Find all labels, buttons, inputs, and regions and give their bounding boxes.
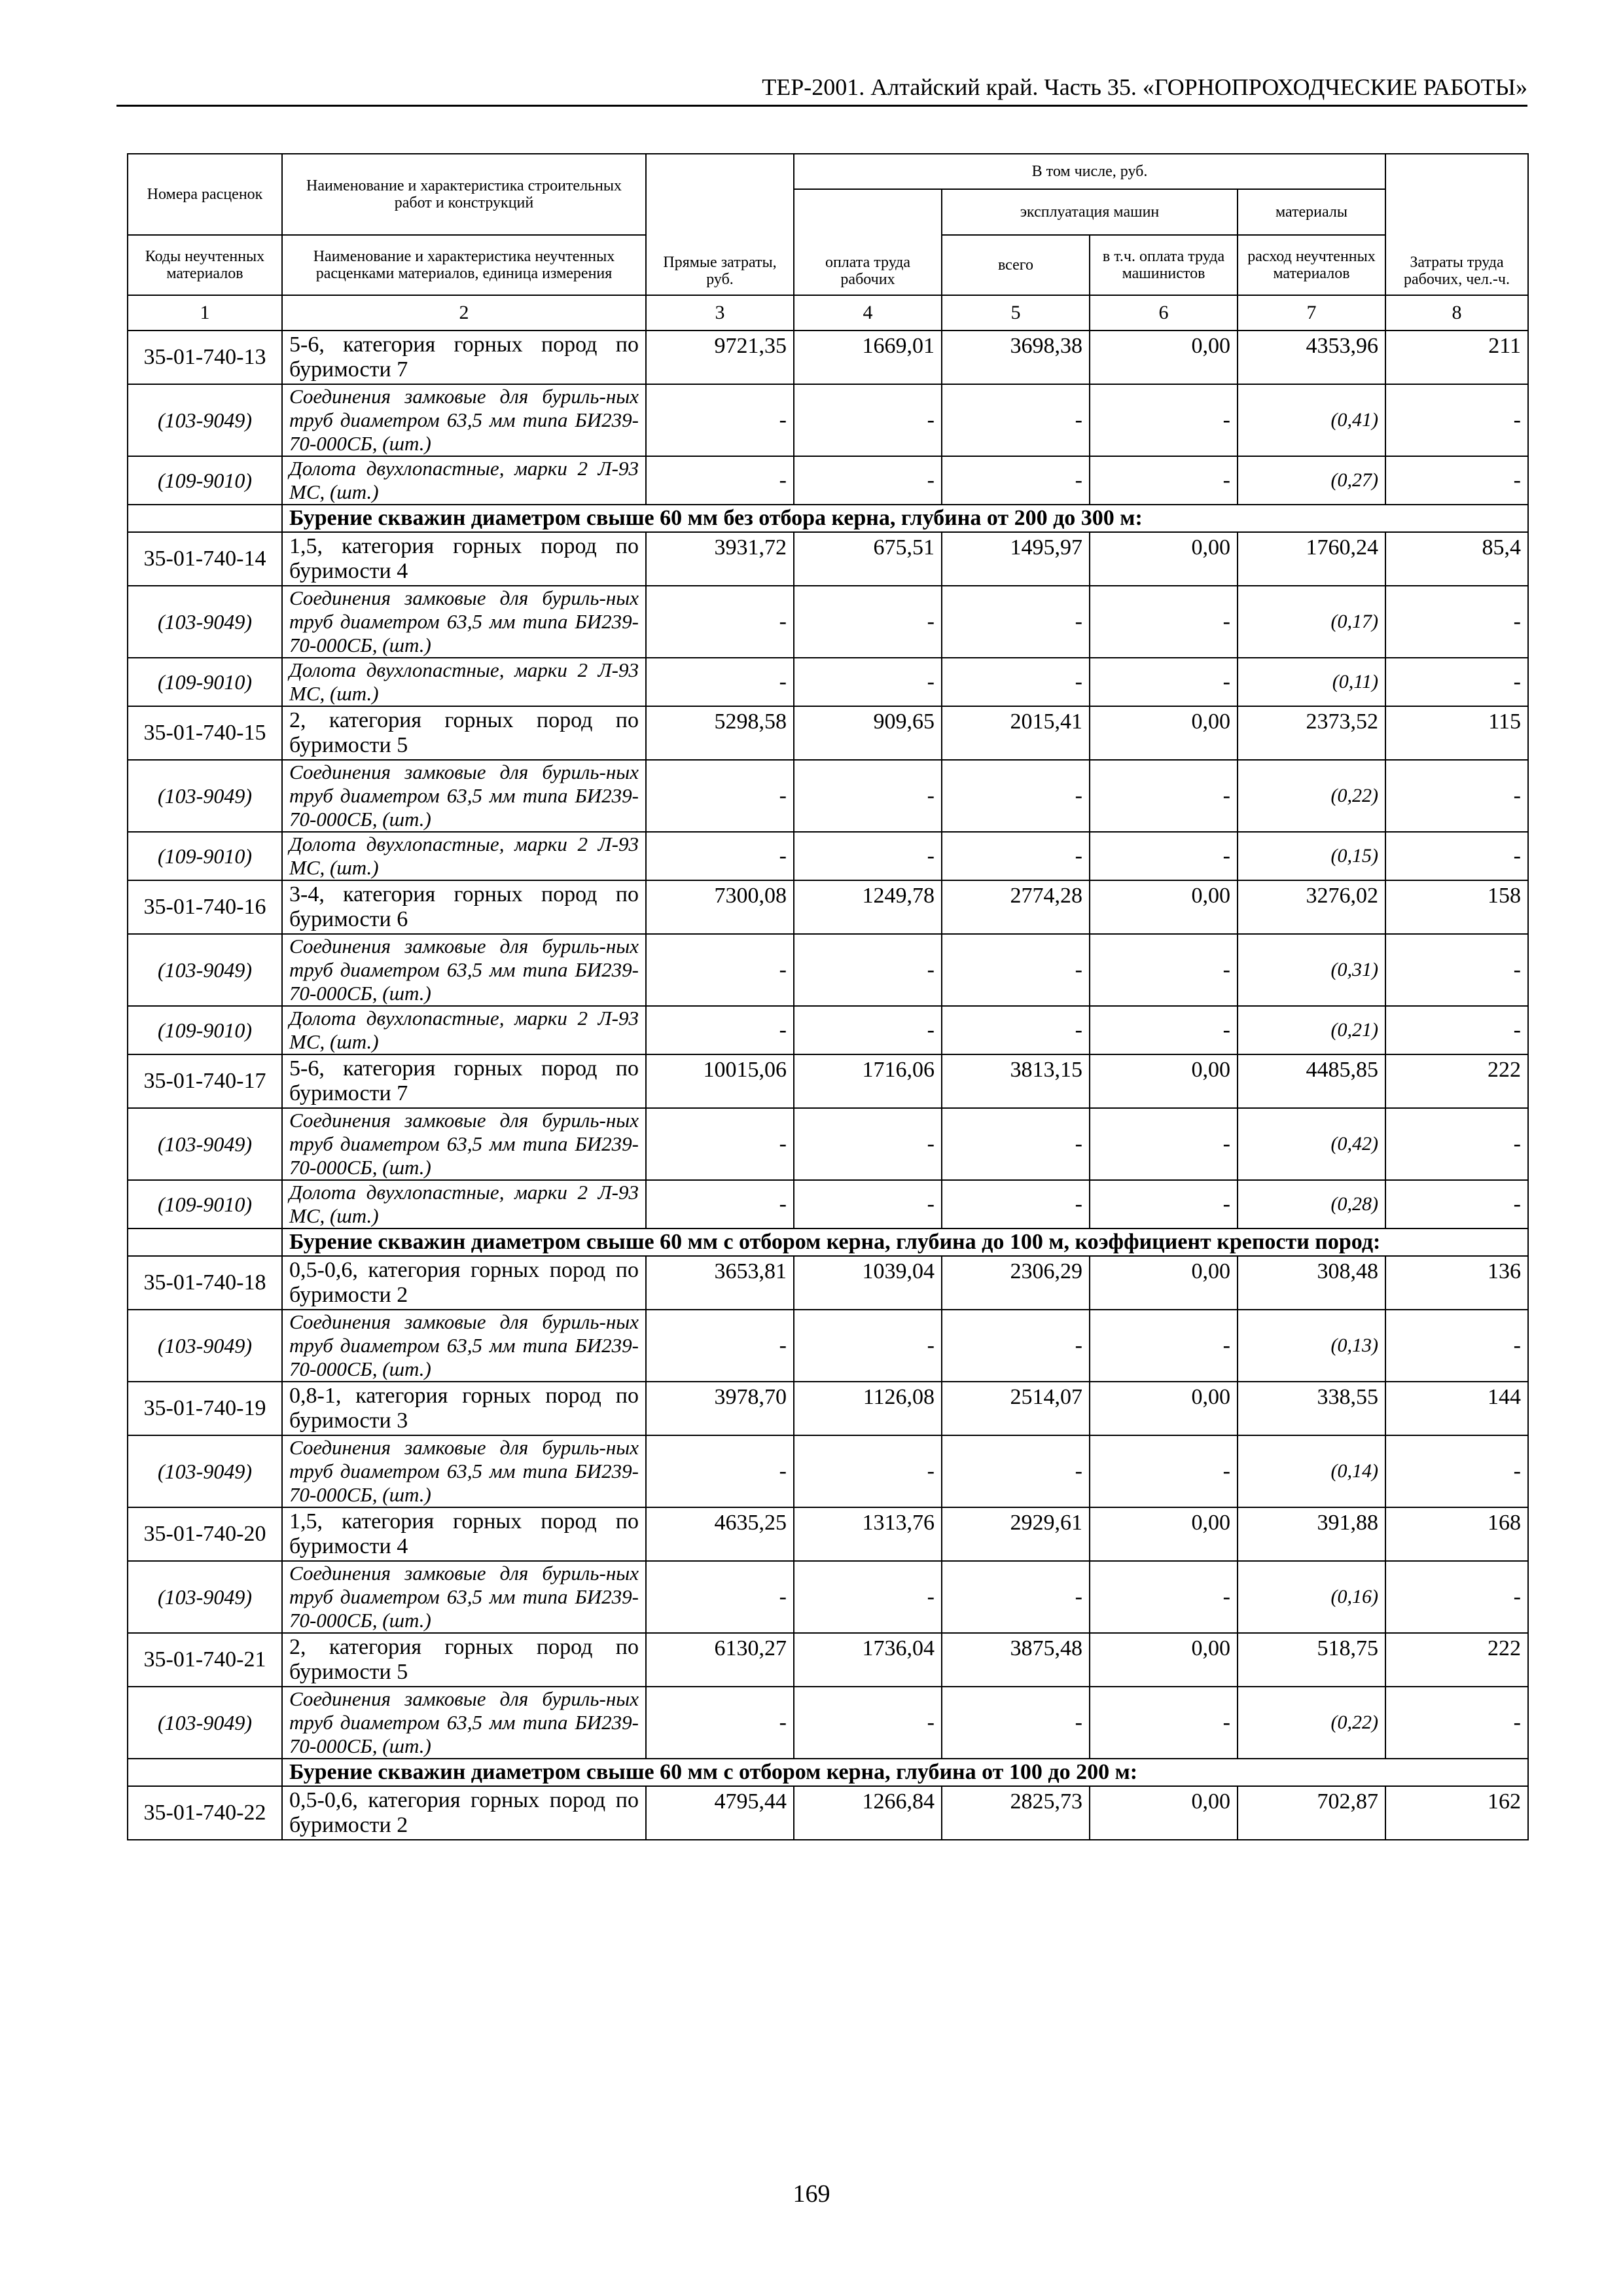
head-direct-costs: Прямые затраты, руб. — [646, 154, 794, 295]
value-machinist-wages: 0,00 — [1090, 1054, 1238, 1108]
value-machinist-wages: 0,00 — [1090, 880, 1238, 934]
rate-row — [128, 532, 1528, 586]
work-name: 5-6, категория горных пород по буримости 7 — [282, 331, 646, 384]
section-empty-cell — [128, 1759, 282, 1786]
material-row — [128, 1435, 1528, 1507]
material-code: (103-9049) — [128, 1310, 282, 1382]
value-direct-costs: - — [646, 760, 794, 832]
value-wages: 675,51 — [794, 532, 942, 586]
value-machines-total: 3813,15 — [942, 1054, 1090, 1108]
value-labor-costs: 222 — [1385, 1633, 1528, 1687]
section-heading-row — [128, 1229, 1528, 1256]
value-wages: - — [794, 1108, 942, 1180]
value-labor-costs: 158 — [1385, 880, 1528, 934]
material-name: Соединения замковые для буриль-ных труб диаметром 63,5 мм типа БИ239-70-000СБ, (шт.) — [282, 760, 646, 832]
value-direct-costs: - — [646, 1006, 794, 1054]
value-materials: (0,22) — [1238, 1687, 1385, 1759]
value-direct-costs: - — [646, 1108, 794, 1180]
rate-code: 35-01-740-19 — [128, 1382, 282, 1435]
value-machinist-wages: 0,00 — [1090, 1786, 1238, 1840]
rate-code: 35-01-740-17 — [128, 1054, 282, 1108]
value-labor-costs: 162 — [1385, 1786, 1528, 1840]
value-wages: 1716,06 — [794, 1054, 942, 1108]
value-wages: - — [794, 760, 942, 832]
head-machines-total: всего — [942, 235, 1090, 295]
value-labor-costs: - — [1385, 1006, 1528, 1054]
material-name: Соединения замковые для буриль-ных труб диаметром 63,5 мм типа БИ239-70-000СБ, (шт.) — [282, 1310, 646, 1382]
material-row — [128, 1310, 1528, 1382]
material-code: (109-9010) — [128, 658, 282, 706]
head-material-consumption: расход неучтенных материалов — [1238, 235, 1385, 295]
value-machines-total: 2306,29 — [942, 1256, 1090, 1310]
value-machines-total: - — [942, 760, 1090, 832]
value-labor-costs: - — [1385, 1435, 1528, 1507]
value-wages: - — [794, 1435, 942, 1507]
material-name: Соединения замковые для буриль-ных труб диаметром 63,5 мм типа БИ239-70-000СБ, (шт.) — [282, 1687, 646, 1759]
value-wages: - — [794, 658, 942, 706]
value-materials: (0,11) — [1238, 658, 1385, 706]
material-row — [128, 832, 1528, 880]
value-materials: (0,28) — [1238, 1180, 1385, 1229]
material-code: (103-9049) — [128, 384, 282, 456]
value-materials: (0,16) — [1238, 1561, 1385, 1633]
value-materials: (0,15) — [1238, 832, 1385, 880]
value-machines-total: - — [942, 832, 1090, 880]
rate-row — [128, 706, 1528, 760]
value-machinist-wages: 0,00 — [1090, 532, 1238, 586]
material-code: (109-9010) — [128, 1180, 282, 1229]
value-machinist-wages: 0,00 — [1090, 1382, 1238, 1435]
material-row — [128, 934, 1528, 1006]
value-wages: - — [794, 384, 942, 456]
column-number: 1 — [128, 295, 282, 331]
rate-row — [128, 331, 1528, 384]
value-wages: 1313,76 — [794, 1507, 942, 1561]
material-row — [128, 384, 1528, 456]
rate-row — [128, 880, 1528, 934]
head-work-name: Наименование и характеристика строительных работ и конструкций — [282, 154, 646, 235]
value-direct-costs: - — [646, 384, 794, 456]
rate-row — [128, 1382, 1528, 1435]
value-wages: 1736,04 — [794, 1633, 942, 1687]
value-wages: 1249,78 — [794, 880, 942, 934]
value-labor-costs: - — [1385, 384, 1528, 456]
material-row — [128, 1561, 1528, 1633]
head-material-codes: Коды неучтенных материалов — [128, 235, 282, 295]
value-direct-costs: 3978,70 — [646, 1382, 794, 1435]
value-machines-total: 2825,73 — [942, 1786, 1090, 1840]
value-machinist-wages: 0,00 — [1090, 1256, 1238, 1310]
material-code: (103-9049) — [128, 1108, 282, 1180]
value-machines-total: - — [942, 586, 1090, 658]
value-materials: 518,75 — [1238, 1633, 1385, 1687]
value-machinist-wages: - — [1090, 1180, 1238, 1229]
material-row — [128, 1108, 1528, 1180]
work-name: 2, категория горных пород по буримости 5 — [282, 706, 646, 760]
column-number: 4 — [794, 295, 942, 331]
value-machines-total: 2774,28 — [942, 880, 1090, 934]
value-wages: - — [794, 1687, 942, 1759]
value-materials: 1760,24 — [1238, 532, 1385, 586]
material-row — [128, 586, 1528, 658]
value-labor-costs: - — [1385, 658, 1528, 706]
value-labor-costs: 85,4 — [1385, 532, 1528, 586]
rate-row — [128, 1507, 1528, 1561]
value-machinist-wages: 0,00 — [1090, 1507, 1238, 1561]
work-name: 3-4, категория горных пород по буримости 6 — [282, 880, 646, 934]
value-materials: 2373,52 — [1238, 706, 1385, 760]
value-labor-costs: - — [1385, 586, 1528, 658]
value-labor-costs: 222 — [1385, 1054, 1528, 1108]
value-machinist-wages: 0,00 — [1090, 1633, 1238, 1687]
value-labor-costs: - — [1385, 1180, 1528, 1229]
material-name: Долота двухлопастные, марки 2 Л-93 МС, (шт.) — [282, 1006, 646, 1054]
value-materials: (0,17) — [1238, 586, 1385, 658]
value-machinist-wages: - — [1090, 1561, 1238, 1633]
material-name: Соединения замковые для буриль-ных труб диаметром 63,5 мм типа БИ239-70-000СБ, (шт.) — [282, 1435, 646, 1507]
value-labor-costs: 168 — [1385, 1507, 1528, 1561]
page-number: 169 — [793, 2180, 830, 2208]
value-materials: 4353,96 — [1238, 331, 1385, 384]
value-machines-total: 2015,41 — [942, 706, 1090, 760]
value-direct-costs: - — [646, 1561, 794, 1633]
rate-code: 35-01-740-13 — [128, 331, 282, 384]
value-labor-costs: 144 — [1385, 1382, 1528, 1435]
material-name: Долота двухлопастные, марки 2 Л-93 МС, (шт.) — [282, 658, 646, 706]
material-code: (109-9010) — [128, 832, 282, 880]
table-head — [128, 154, 1528, 331]
value-labor-costs: - — [1385, 832, 1528, 880]
page-header: ТЕР-2001. Алтайский край. Часть 35. «ГОРНОПРОХОДЧЕСКИЕ РАБОТЫ» — [116, 71, 1527, 107]
value-materials: 338,55 — [1238, 1382, 1385, 1435]
material-code: (103-9049) — [128, 1687, 282, 1759]
rate-code: 35-01-740-15 — [128, 706, 282, 760]
value-machines-total: - — [942, 658, 1090, 706]
section-heading: Бурение скважин диаметром свыше 60 мм без отбора керна, глубина от 200 до 300 м: — [282, 505, 1528, 532]
value-labor-costs: 115 — [1385, 706, 1528, 760]
value-direct-costs: - — [646, 586, 794, 658]
material-row — [128, 658, 1528, 706]
value-wages: - — [794, 1006, 942, 1054]
material-code: (103-9049) — [128, 934, 282, 1006]
material-code: (109-9010) — [128, 456, 282, 505]
value-machinist-wages: - — [1090, 456, 1238, 505]
rate-code: 35-01-740-14 — [128, 532, 282, 586]
rate-code: 35-01-740-18 — [128, 1256, 282, 1310]
value-machinist-wages: 0,00 — [1090, 331, 1238, 384]
value-machines-total: - — [942, 934, 1090, 1006]
value-wages: - — [794, 832, 942, 880]
rate-row — [128, 1054, 1528, 1108]
head-rate-numbers: Номера расценок — [128, 154, 282, 235]
value-direct-costs: - — [646, 1310, 794, 1382]
material-name: Соединения замковые для буриль-ных труб диаметром 63,5 мм типа БИ239-70-000СБ, (шт.) — [282, 1108, 646, 1180]
head-materials: материалы — [1238, 189, 1385, 235]
rates-table — [127, 153, 1529, 1840]
value-machines-total: - — [942, 1310, 1090, 1382]
value-materials: 3276,02 — [1238, 880, 1385, 934]
material-code: (103-9049) — [128, 1435, 282, 1507]
value-machines-total: - — [942, 1006, 1090, 1054]
value-direct-costs: 10015,06 — [646, 1054, 794, 1108]
work-name: 1,5, категория горных пород по буримости 4 — [282, 532, 646, 586]
value-machines-total: - — [942, 1435, 1090, 1507]
value-machines-total: 2929,61 — [942, 1507, 1090, 1561]
material-code: (103-9049) — [128, 1561, 282, 1633]
value-machinist-wages: - — [1090, 1310, 1238, 1382]
material-name: Соединения замковые для буриль-ных труб диаметром 63,5 мм типа БИ239-70-000СБ, (шт.) — [282, 934, 646, 1006]
value-labor-costs: - — [1385, 1687, 1528, 1759]
rate-code: 35-01-740-16 — [128, 880, 282, 934]
material-code: (103-9049) — [128, 586, 282, 658]
rate-code: 35-01-740-22 — [128, 1786, 282, 1840]
value-direct-costs: - — [646, 658, 794, 706]
section-heading: Бурение скважин диаметром свыше 60 мм с отбором керна, глубина от 100 до 200 м: — [282, 1759, 1528, 1786]
value-wages: - — [794, 1310, 942, 1382]
value-materials: 702,87 — [1238, 1786, 1385, 1840]
column-numbers-row — [128, 295, 1528, 331]
value-materials: (0,31) — [1238, 934, 1385, 1006]
value-wages: - — [794, 934, 942, 1006]
value-direct-costs: - — [646, 1435, 794, 1507]
value-direct-costs: 7300,08 — [646, 880, 794, 934]
value-direct-costs: - — [646, 934, 794, 1006]
value-machinist-wages: - — [1090, 384, 1238, 456]
section-empty-cell — [128, 1229, 282, 1256]
material-name: Долота двухлопастные, марки 2 Л-93 МС, (шт.) — [282, 1180, 646, 1229]
material-name: Долота двухлопастные, марки 2 Л-93 МС, (шт.) — [282, 456, 646, 505]
value-direct-costs: 5298,58 — [646, 706, 794, 760]
work-name: 1,5, категория горных пород по буримости 4 — [282, 1507, 646, 1561]
material-row — [128, 1180, 1528, 1229]
value-materials: 4485,85 — [1238, 1054, 1385, 1108]
section-heading: Бурение скважин диаметром свыше 60 мм с отбором керна, глубина до 100 м, коэффициент крепости пород: — [282, 1229, 1528, 1256]
material-row — [128, 456, 1528, 505]
rate-row — [128, 1256, 1528, 1310]
material-row — [128, 760, 1528, 832]
value-direct-costs: - — [646, 456, 794, 505]
value-machinist-wages: - — [1090, 586, 1238, 658]
section-heading-row — [128, 1759, 1528, 1786]
value-direct-costs: 4635,25 — [646, 1507, 794, 1561]
value-machinist-wages: - — [1090, 1435, 1238, 1507]
column-number: 7 — [1238, 295, 1385, 331]
rate-row — [128, 1786, 1528, 1840]
value-labor-costs: - — [1385, 1310, 1528, 1382]
value-machines-total: - — [942, 456, 1090, 505]
value-machinist-wages: - — [1090, 1108, 1238, 1180]
material-row — [128, 1006, 1528, 1054]
value-machinist-wages: - — [1090, 658, 1238, 706]
material-name: Соединения замковые для буриль-ных труб диаметром 63,5 мм типа БИ239-70-000СБ, (шт.) — [282, 586, 646, 658]
column-number: 3 — [646, 295, 794, 331]
value-materials: 308,48 — [1238, 1256, 1385, 1310]
value-direct-costs: 3931,72 — [646, 532, 794, 586]
head-including: В том числе, руб. — [794, 154, 1385, 189]
value-labor-costs: 136 — [1385, 1256, 1528, 1310]
value-labor-costs: - — [1385, 934, 1528, 1006]
value-materials: (0,14) — [1238, 1435, 1385, 1507]
value-machines-total: 3875,48 — [942, 1633, 1090, 1687]
table-body — [128, 331, 1528, 1840]
work-name: 0,5-0,6, категория горных пород по буримости 2 — [282, 1786, 646, 1840]
column-number: 2 — [282, 295, 646, 331]
value-wages: - — [794, 1180, 942, 1229]
value-wages: - — [794, 586, 942, 658]
value-direct-costs: - — [646, 1180, 794, 1229]
value-machinist-wages: - — [1090, 1006, 1238, 1054]
value-machines-total: - — [942, 1561, 1090, 1633]
work-name: 0,8-1, категория горных пород по буримости 3 — [282, 1382, 646, 1435]
material-code: (109-9010) — [128, 1006, 282, 1054]
value-direct-costs: 9721,35 — [646, 331, 794, 384]
value-materials: (0,21) — [1238, 1006, 1385, 1054]
value-direct-costs: 4795,44 — [646, 1786, 794, 1840]
value-labor-costs: 211 — [1385, 331, 1528, 384]
value-materials: (0,22) — [1238, 760, 1385, 832]
material-code: (103-9049) — [128, 760, 282, 832]
value-materials: (0,27) — [1238, 456, 1385, 505]
value-machinist-wages: 0,00 — [1090, 706, 1238, 760]
head-material-names: Наименование и характеристика неучтенных расценками материалов, единица измерения — [282, 235, 646, 295]
value-direct-costs: 3653,81 — [646, 1256, 794, 1310]
value-materials: (0,41) — [1238, 384, 1385, 456]
material-name: Долота двухлопастные, марки 2 Л-93 МС, (шт.) — [282, 832, 646, 880]
value-materials: 391,88 — [1238, 1507, 1385, 1561]
rate-code: 35-01-740-20 — [128, 1507, 282, 1561]
value-wages: 1266,84 — [794, 1786, 942, 1840]
value-materials: (0,13) — [1238, 1310, 1385, 1382]
value-machines-total: - — [942, 1180, 1090, 1229]
value-wages: - — [794, 1561, 942, 1633]
section-heading-row — [128, 505, 1528, 532]
value-labor-costs: - — [1385, 456, 1528, 505]
value-machines-total: 3698,38 — [942, 331, 1090, 384]
head-machinist-wages: в т.ч. оплата труда машинистов — [1090, 235, 1238, 295]
value-machinist-wages: - — [1090, 760, 1238, 832]
head-machines: эксплуатация машин — [942, 189, 1238, 235]
value-machines-total: - — [942, 1687, 1090, 1759]
material-row — [128, 1687, 1528, 1759]
value-machinist-wages: - — [1090, 1687, 1238, 1759]
value-wages: 1039,04 — [794, 1256, 942, 1310]
value-wages: 1669,01 — [794, 331, 942, 384]
column-number: 8 — [1385, 295, 1528, 331]
material-name: Соединения замковые для буриль-ных труб диаметром 63,5 мм типа БИ239-70-000СБ, (шт.) — [282, 384, 646, 456]
value-direct-costs: 6130,27 — [646, 1633, 794, 1687]
value-machines-total: 2514,07 — [942, 1382, 1090, 1435]
head-labor-costs: Затраты труда рабочих, чел.-ч. — [1385, 154, 1528, 295]
rate-code: 35-01-740-21 — [128, 1633, 282, 1687]
value-wages: 1126,08 — [794, 1382, 942, 1435]
value-labor-costs: - — [1385, 1108, 1528, 1180]
value-machines-total: - — [942, 1108, 1090, 1180]
column-number: 6 — [1090, 295, 1238, 331]
rate-row — [128, 1633, 1528, 1687]
value-wages: 909,65 — [794, 706, 942, 760]
value-wages: - — [794, 456, 942, 505]
value-materials: (0,42) — [1238, 1108, 1385, 1180]
value-labor-costs: - — [1385, 1561, 1528, 1633]
column-number: 5 — [942, 295, 1090, 331]
work-name: 2, категория горных пород по буримости 5 — [282, 1633, 646, 1687]
value-machines-total: - — [942, 384, 1090, 456]
work-name: 0,5-0,6, категория горных пород по буримости 2 — [282, 1256, 646, 1310]
head-wages: оплата труда рабочих — [794, 189, 942, 295]
section-empty-cell — [128, 505, 282, 532]
value-direct-costs: - — [646, 832, 794, 880]
work-name: 5-6, категория горных пород по буримости 7 — [282, 1054, 646, 1108]
material-name: Соединения замковые для буриль-ных труб диаметром 63,5 мм типа БИ239-70-000СБ, (шт.) — [282, 1561, 646, 1633]
value-machinist-wages: - — [1090, 832, 1238, 880]
value-machines-total: 1495,97 — [942, 532, 1090, 586]
value-labor-costs: - — [1385, 760, 1528, 832]
value-direct-costs: - — [646, 1687, 794, 1759]
value-machinist-wages: - — [1090, 934, 1238, 1006]
